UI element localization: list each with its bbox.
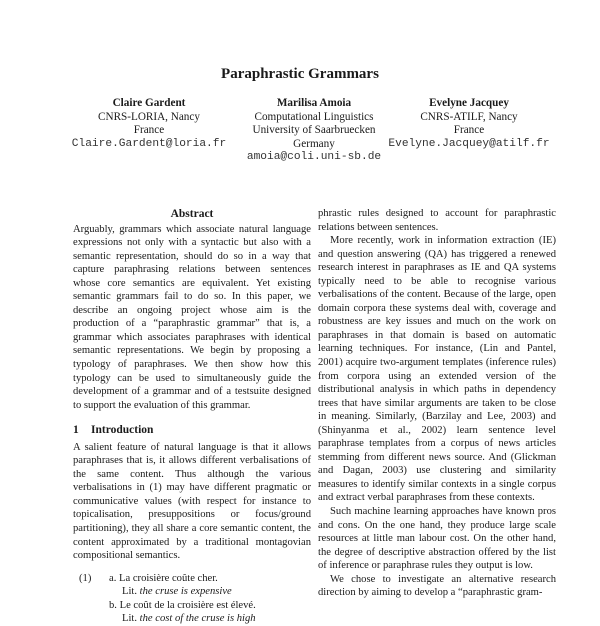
paragraph-ml-approaches: Such machine learning approaches have known pros and cons. On the one hand, they produce large scale resources at little man labour cost. On the other hand, the degree of descriptive abstraction offered by the list of inference or paraphrase rules they output is low.: [318, 506, 556, 572]
author-affiliation: CNRS-ATILF, Nancy: [420, 110, 518, 123]
paper-title: Paraphrastic Grammars: [221, 66, 379, 82]
left-column: [73, 208, 311, 626]
author-name: Marilisa Amoia: [276, 97, 352, 109]
lit-prefix: Lit.: [122, 586, 138, 598]
author-name: Evelyne Jacquey: [429, 97, 509, 109]
example-label: b.: [109, 599, 117, 611]
example-1: [73, 572, 311, 626]
example-sentence: La croisière coûte cher.: [119, 572, 218, 584]
author-block: [64, 97, 560, 167]
lit-translation: the cruse is expensive: [139, 586, 232, 598]
author-affiliation: Computational Linguistics: [254, 110, 374, 123]
example-number: (1): [79, 572, 92, 584]
author-name: Claire Gardent: [112, 97, 186, 109]
author-country: France: [133, 124, 165, 137]
example-sentence: Le coût de la croisière est élevé.: [119, 599, 256, 611]
author-email: amoia@coli.uni-sb.de: [246, 151, 382, 164]
abstract-text: Arguably, grammars which associate natural language expressions not only with a syntactic but also with a semantic representation, should do so in a way that capture paraphrasing relations between sentences whose core semantics are equivalent. Yet existing semantic grammars fail to do so. In this paper, we describe an ongoing project whose aim is the production of a “paraphrastic grammar” that is, a grammar which associates paraphrases with identical semantic representations. We begin by proposing a typology of paraphrases. We then show how this typology can be used to simultaneously guide the development of a grammar and of a testsuite designed to support the evaluation of this grammar.: [73, 223, 311, 411]
example-item-b: [109, 599, 256, 613]
author-affiliation: CNRS-LORIA, Nancy: [98, 110, 200, 123]
paragraph-continuation: phrastic rules designed to account for paraphrastic relations between sentences.: [318, 208, 556, 233]
paragraph-alternative: We chose to investigate an alternative research direction by aiming to develop a “paraphrastic gram-: [318, 573, 556, 599]
lit-translation: the cost of the cruse is high: [139, 613, 256, 625]
author-country: France: [453, 124, 485, 137]
section-number: 1: [73, 424, 79, 437]
author-email: Claire.Gardent@loria.fr: [71, 137, 227, 150]
example-lit-b: [109, 612, 256, 626]
right-column: [318, 207, 556, 600]
author-institution: University of Saarbruecken: [252, 124, 376, 137]
example-item-a: [109, 572, 256, 586]
example-label: a.: [109, 572, 117, 584]
abstract-heading: Abstract: [170, 208, 214, 220]
intro-paragraph: A salient feature of natural language is that it allows paraphrases that is, it allows different verbalisations of the same content. Thus although the various verbalisations in (1) may have different pragmatic or communicative values (with respect for instance to topicalisation, presuppositions or focus/ground partitioning), they all share a core semantic content, the content approximated by a traditional montagovian compositional semantics.: [73, 441, 311, 562]
paragraph-ie-qa: More recently, work in information extraction (IE) and question answering (QA) has triggered a renewed research interest in paraphrases as IE and QA systems typically need to be able to recognise various verbalisations of the content. Because of the large, open domain corpora these systems deal with, coverage and robustness are key issues and much on the work on paraphrases in that domain is based on automatic learning techniques. For instance, (Lin and Pantel, 2001) acquire two-argument templates (inference rules) from corpora using an extended version of the distributional analysis in which paths in dependency trees that have similar arguments are taken to be close in meaning. Similarly, (Barzilay and Lee, 2003) and (Shinyanma et al., 2002) learn sentence level paraphrase templates from a corpus of news articles stemming from different news source. And (Glickman and Dagan, 2003) use clustering and similarity measures to identify similar contexts in a single corpus and extract verbal paraphrases from these contexts.: [318, 235, 556, 504]
author-country: Germany: [293, 137, 335, 150]
author-3: [374, 97, 564, 151]
author-1: [64, 97, 234, 151]
author-email: Evelyne.Jacquey@atilf.fr: [388, 137, 550, 150]
example-lit-a: [109, 585, 256, 599]
section-heading-introduction: [73, 424, 311, 438]
lit-prefix: Lit.: [122, 613, 138, 625]
section-title: Introduction: [91, 424, 154, 437]
